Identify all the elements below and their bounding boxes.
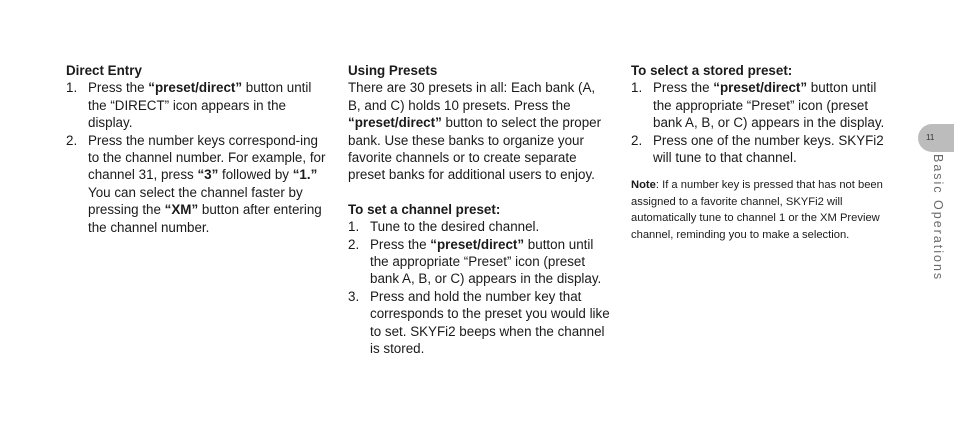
set-preset-steps xyxy=(348,218,610,357)
step-bold-text: “preset/direct” xyxy=(713,80,808,96)
section-label: Basic Operations xyxy=(931,154,945,282)
paragraph-text: button to select the proper bank. Use these banks to organize your favorite channels or to create separate preset banks for additional users to enjoy. xyxy=(348,115,602,183)
step-number: 1. xyxy=(66,80,78,96)
step-bold-text: “3” xyxy=(197,167,219,183)
step-text: Press the xyxy=(88,80,149,96)
direct-entry-steps xyxy=(66,79,328,236)
using-presets-heading: Using Presets xyxy=(348,63,438,78)
step-number: 3. xyxy=(348,288,360,304)
step-text: button until the appropriate “Preset” icon (preset bank A, B, or C) appears in the display. xyxy=(653,80,885,131)
step-bold-text: “1.” xyxy=(292,167,318,183)
using-presets-column xyxy=(348,62,610,358)
step-text: button until the “DIRECT” icon appears in the display. xyxy=(88,80,312,131)
step-bold-text: “XM” xyxy=(164,202,199,218)
section-tab xyxy=(918,124,954,152)
step-text: You can select the channel faster by pressing the xyxy=(88,184,303,218)
list-item xyxy=(348,236,610,288)
direct-entry-heading: Direct Entry xyxy=(66,63,142,78)
step-bold-text: “preset/direct” xyxy=(430,236,525,252)
step-text: followed by xyxy=(218,167,293,183)
page-number: 11 xyxy=(926,133,935,142)
step-number: 1. xyxy=(631,80,643,96)
step-number: 1. xyxy=(348,219,360,235)
direct-entry-column xyxy=(66,62,328,236)
spacer xyxy=(348,184,610,201)
list-item xyxy=(348,288,610,358)
select-preset-column xyxy=(631,62,893,243)
list-item xyxy=(66,79,328,131)
set-preset-heading: To set a channel preset: xyxy=(348,201,501,217)
list-item xyxy=(348,218,610,235)
step-number: 2. xyxy=(66,132,78,148)
note-paragraph xyxy=(631,177,893,243)
step-number: 2. xyxy=(348,236,360,252)
step-text: Press and hold the number key that corresponds to the preset you would like to set. SKYFi2 beeps when the channel is stored. xyxy=(370,288,610,357)
step-text: Press the number keys correspond-ing to the channel number. For example, for channel 31, press xyxy=(88,132,326,183)
step-text: button until the appropriate “Preset” icon (preset bank A, B, or C) appears in the display. xyxy=(370,236,602,287)
select-preset-steps xyxy=(631,79,893,166)
using-presets-paragraph xyxy=(348,79,610,183)
step-text: button after entering the channel number. xyxy=(88,202,322,235)
list-item xyxy=(631,79,893,131)
step-text: Tune to the desired channel. xyxy=(370,219,540,235)
list-item xyxy=(66,132,328,236)
paragraph-text: There are 30 presets in all: Each bank (A, B, and C) holds 10 presets. Press the xyxy=(348,80,596,113)
list-item xyxy=(631,132,893,167)
note-label: Note xyxy=(631,179,656,192)
step-text: Press one of the number keys. SKYFi2 will tune to that channel. xyxy=(653,132,884,166)
step-text: Press the xyxy=(653,80,714,96)
step-text: Press the xyxy=(370,236,431,252)
select-preset-heading: To select a stored preset: xyxy=(631,63,793,78)
step-bold-text: “preset/direct” xyxy=(148,80,243,96)
step-number: 2. xyxy=(631,132,643,148)
paragraph-bold-text: “preset/direct” xyxy=(348,115,442,131)
note-text: : If a number key is pressed that has not been assigned to a favorite channel, SKYFi2 will automatically tune to channel 1 or the XM Preview channel, reminding you to make a selection. xyxy=(631,179,883,241)
